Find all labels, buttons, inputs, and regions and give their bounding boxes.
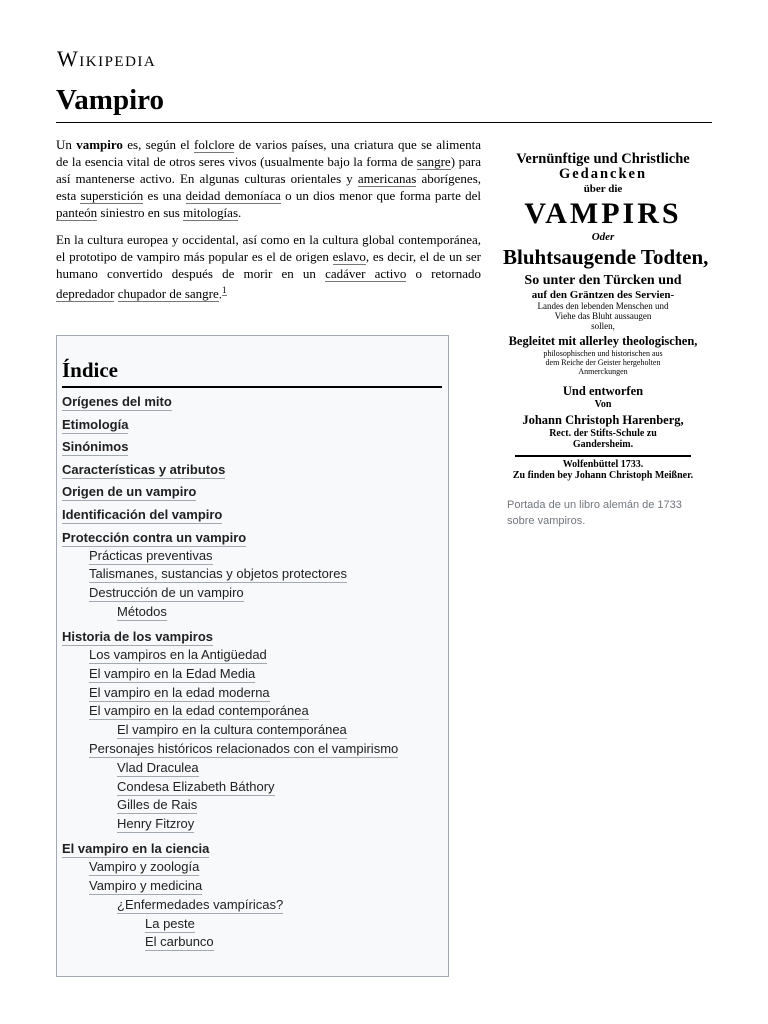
toc-item-label: Vampiro y medicina — [89, 878, 203, 893]
text-run: es una — [143, 188, 186, 203]
toc-item-label: Destrucción de un vampiro — [89, 585, 244, 601]
toc-item-label: El vampiro en la cultura contemporánea — [117, 722, 347, 738]
book-title-line: Von — [594, 399, 612, 410]
toc-item[interactable] — [89, 684, 270, 701]
text-run: ) para así mantenerse activo. En algunas culturas orientales y — [56, 154, 481, 186]
toc-item[interactable] — [62, 438, 128, 455]
article-link[interactable]: americanas — [357, 171, 417, 186]
toc-item[interactable] — [89, 702, 309, 719]
article-link[interactable]: superstición — [80, 188, 144, 203]
toc-item[interactable] — [62, 483, 196, 500]
book-title-line: Gandersheim. — [572, 439, 634, 450]
intro-paragraph-1 — [56, 136, 481, 221]
toc-item[interactable] — [89, 584, 244, 601]
book-title-line: auf den Gräntzen des Servien- — [531, 289, 675, 301]
toc-item-label: Métodos — [117, 604, 167, 619]
toc-item[interactable] — [62, 506, 222, 523]
text-run: o un dios menor que forma parte del — [280, 188, 481, 203]
intro-paragraph-2 — [56, 231, 481, 302]
toc-title-divider — [62, 386, 442, 388]
article-link[interactable]: eslavo — [332, 249, 366, 264]
article-intro — [56, 136, 481, 312]
toc-item-label: Henry Fitzroy — [117, 816, 195, 832]
book-title-line: So unter den Türcken und — [524, 273, 682, 288]
article-link[interactable]: depredador — [56, 286, 115, 302]
text-run: Un — [56, 137, 77, 152]
toc-item-label: ¿Enfermedades vampíricas? — [117, 896, 284, 912]
text-run: aborígenes, esta — [56, 171, 481, 203]
text-run: . — [238, 205, 242, 220]
toc-item[interactable] — [117, 603, 167, 620]
book-title-line: VAMPIRS — [524, 197, 682, 230]
toc-item-label: El carbunco — [145, 934, 214, 950]
toc-item[interactable] — [62, 529, 246, 546]
book-title-line: Zu finden bey Johann Christoph Meißner. — [512, 470, 694, 481]
toc-item-label: Protección contra un vampiro — [62, 529, 247, 545]
book-title-line: Wolfenbüttel 1733. — [562, 459, 644, 470]
toc-title: Índice — [62, 358, 119, 382]
toc-item[interactable] — [89, 665, 255, 682]
toc-item[interactable] — [62, 393, 172, 410]
article-link[interactable]: chupador de sangre — [117, 286, 219, 302]
toc-item[interactable] — [145, 915, 195, 932]
title-divider — [56, 122, 712, 123]
toc-item-label: Orígenes del mito — [62, 394, 172, 409]
table-of-contents — [56, 335, 449, 977]
ornamental-rule — [515, 455, 691, 457]
wikipedia-wordmark[interactable]: Wikipedia — [57, 46, 157, 71]
toc-item[interactable] — [89, 877, 202, 894]
book-title-line: dem Reiche der Geister hergeholten — [545, 358, 661, 367]
toc-item-label: Los vampiros en la Antigüedad — [89, 647, 267, 662]
toc-item-label: Características y atributos — [62, 461, 226, 477]
toc-item-label: Vampiro y zoología — [89, 859, 200, 875]
toc-item-label: Talismanes, sustancias y objetos protectores — [89, 566, 347, 582]
article-link[interactable]: cadáver activo — [325, 266, 407, 281]
figure-caption: Portada de un libro alemán de 1733 sobre vampiros. — [507, 499, 682, 527]
book-title-line: Viehe das Bluht aussaugen — [554, 311, 652, 321]
book-title-line: Rect. der Stifts-Schule zu — [549, 428, 657, 439]
article-link[interactable]: mitologías — [183, 205, 238, 220]
book-title-line: über die — [583, 183, 623, 195]
book-title-line: Johann Christoph Harenberg, — [522, 413, 684, 427]
toc-item-label: El vampiro en la edad contemporánea — [89, 703, 309, 719]
toc-item[interactable] — [117, 815, 194, 832]
text-run: En la cultura europea y occidental, así como en la cultura global contemporánea, el prototipo de vampiro más popular es el de origen — [56, 232, 481, 264]
toc-item-label: Identificación del vampiro — [62, 507, 223, 522]
toc-item[interactable] — [62, 840, 209, 857]
text-run: . — [218, 286, 223, 302]
book-title-line: Bluhtsaugende Todten, — [503, 245, 709, 269]
book-title-line: Begleitet mit allerley theologischen, — [508, 334, 698, 348]
footnote-reference[interactable]: 1 — [222, 285, 227, 295]
article-link[interactable]: sangre — [416, 154, 451, 169]
article-link[interactable]: panteón — [56, 205, 98, 220]
toc-item[interactable] — [62, 628, 213, 645]
book-title-line: Oder — [591, 231, 615, 243]
toc-item[interactable] — [89, 740, 398, 757]
toc-item-label: Sinónimos — [62, 439, 129, 455]
lead-figure — [503, 140, 708, 529]
toc-item-label: Historia de los vampiros — [62, 629, 213, 644]
toc-item-label: El vampiro en la ciencia — [62, 841, 210, 857]
toc-item-label: Etimología — [62, 416, 129, 432]
toc-item-label: Gilles de Rais — [117, 797, 198, 813]
book-title-line: Und entworfen — [562, 384, 644, 398]
toc-item-label: Condesa Elizabeth Báthory — [117, 778, 275, 794]
book-title-line: sollen, — [591, 321, 615, 331]
article-link[interactable]: deidad demoníaca — [185, 188, 281, 203]
toc-item[interactable] — [89, 858, 199, 875]
toc-item-label: El vampiro en la Edad Media — [89, 665, 256, 681]
toc-item-label: El vampiro en la edad moderna — [89, 684, 270, 700]
book-title-line: Anmerckungen — [578, 367, 628, 376]
toc-item-label: La peste — [145, 915, 195, 931]
text-run: de varios países, una criatura que se alimenta de la esencia vital de otros seres vivos (usualmente bajo la forma de — [56, 137, 481, 169]
toc-item[interactable] — [89, 565, 347, 582]
toc-item-label: Prácticas preventivas — [89, 547, 213, 563]
toc-item[interactable] — [117, 759, 199, 776]
book-title-line: Vernünftige und Christliche — [516, 151, 690, 167]
toc-item-label: Vlad Draculea — [117, 759, 199, 775]
book-title-line: Landes den lebenden Menschen und — [537, 301, 669, 311]
toc-item[interactable] — [117, 778, 275, 795]
toc-item[interactable] — [117, 796, 197, 813]
toc-item[interactable] — [117, 896, 283, 913]
bold-term: vampiro — [76, 137, 123, 152]
text-run: siniestro en sus — [97, 205, 184, 220]
text-run: o retornado — [406, 266, 481, 281]
book-title-page-image[interactable] — [503, 151, 709, 491]
toc-item[interactable] — [62, 461, 225, 478]
book-title-line: Gedancken — [558, 166, 648, 182]
book-title-line: philosophischen und historischen aus — [543, 349, 663, 358]
toc-item[interactable] — [117, 721, 347, 738]
toc-item[interactable] — [145, 933, 214, 950]
text-run: es, según el — [122, 137, 195, 152]
page-title: Vampiro — [56, 84, 164, 116]
toc-item[interactable] — [62, 416, 128, 433]
toc-item-label: Origen de un vampiro — [62, 484, 197, 500]
toc-item[interactable] — [89, 646, 267, 663]
toc-item[interactable] — [89, 547, 213, 564]
toc-item-label: Personajes históricos relacionados con el vampirismo — [89, 741, 399, 756]
article-link[interactable]: folclore — [194, 137, 235, 152]
text-run: , es decir, el de un ser humano convertido después de morir en un — [56, 249, 481, 281]
